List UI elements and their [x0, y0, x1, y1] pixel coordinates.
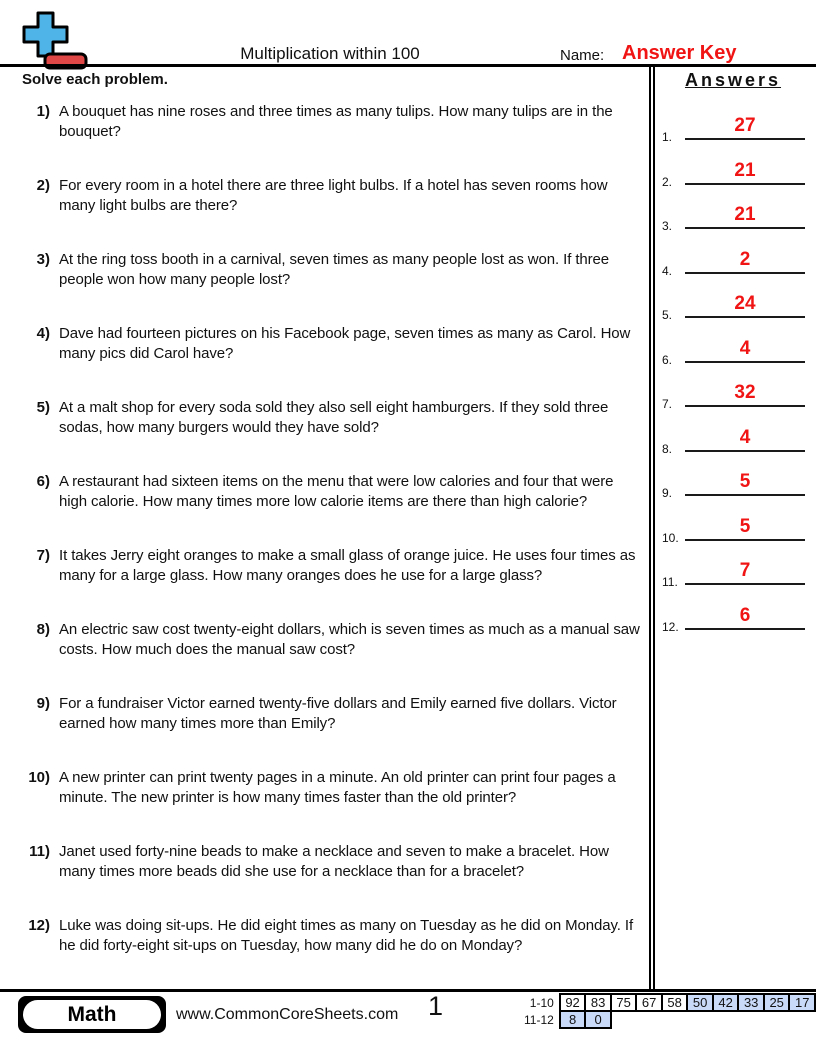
instructions-text: Solve each problem. [22, 71, 168, 88]
problem-item [22, 398, 644, 438]
answer-number: 12. [662, 620, 679, 634]
answer-value: 7 [739, 560, 751, 581]
answer-value: 5 [739, 471, 751, 492]
score-cell: 58 [662, 994, 688, 1011]
problem-text: An electric saw cost twenty-eight dollars, which is seven times as much as a manual saw costs. How much does the manual saw cost? [59, 621, 640, 658]
answer-row [655, 149, 813, 193]
problem-item [22, 620, 644, 660]
answer-number: 9. [662, 486, 673, 500]
answer-blank-line [685, 539, 805, 541]
answer-number: 5. [662, 308, 673, 322]
answer-row [655, 416, 813, 460]
score-cell: 42 [713, 994, 739, 1011]
answer-blank-line [685, 272, 805, 274]
answer-value: 27 [734, 115, 756, 136]
problem-text: A new printer can print twenty pages in a minute. An old printer can print four pages a minute. The new printer is how many times faster than the old printer? [59, 769, 616, 806]
footer-divider-line [0, 989, 816, 992]
problem-text: At the ring toss booth in a carnival, seven times as many people lost as won. If three people won how many people lost? [59, 251, 610, 288]
problem-number: 10) [28, 769, 50, 786]
score-cell: 67 [636, 994, 662, 1011]
score-cell: 75 [611, 994, 637, 1011]
problem-number: 4) [36, 325, 50, 342]
answer-number: 8. [662, 442, 673, 456]
answer-value: 2 [739, 249, 751, 270]
answer-number: 11. [662, 575, 678, 589]
answer-number: 3. [662, 219, 673, 233]
answer-value: 21 [734, 160, 756, 181]
answer-number: 7. [662, 397, 673, 411]
problem-text: Dave had fourteen pictures on his Facebook page, seven times as many as Carol. How many pics did Carol have? [59, 325, 631, 362]
problem-item [22, 176, 644, 216]
name-label: Name: [560, 47, 605, 64]
problem-number: 7) [36, 547, 50, 564]
score-cell: 50 [687, 994, 713, 1011]
score-row-1-10 [524, 994, 815, 1011]
problem-text: It takes Jerry eight oranges to make a small glass of orange juice. He uses four times as many for a large glass. How many oranges does he use for a large glass? [59, 547, 636, 584]
answer-blank-line [685, 227, 805, 229]
problem-number: 12) [28, 917, 50, 934]
score-cell: 0 [585, 1011, 611, 1028]
score-cell: 33 [738, 994, 764, 1011]
answer-value: 6 [739, 605, 751, 626]
answer-row [655, 238, 813, 282]
score-row-11-12 [524, 1011, 815, 1028]
problem-text: For every room in a hotel there are three light bulbs. If a hotel has seven rooms how many light bulbs are there? [59, 177, 608, 214]
problem-text: Luke was doing sit-ups. He did eight times as many on Tuesday as he did on Monday. If he did forty-eight sit-ups on Tuesday, how many did he do on Monday? [59, 917, 634, 954]
problem-number: 9) [36, 695, 50, 712]
score-cell: 92 [560, 994, 586, 1011]
problem-item [22, 916, 644, 956]
problem-item [22, 250, 644, 290]
score-cell: 8 [560, 1011, 586, 1028]
answer-blank-line [685, 138, 805, 140]
answer-value: 21 [734, 204, 756, 225]
answer-number: 2. [662, 175, 673, 189]
answer-value: 5 [739, 516, 751, 537]
math-subject-label: Math [23, 1000, 161, 1029]
problem-number: 8) [36, 621, 50, 638]
answer-value: 32 [734, 382, 756, 403]
answer-number: 10. [662, 531, 679, 545]
answer-row [655, 104, 813, 148]
problem-item [22, 546, 644, 586]
problem-number: 6) [36, 473, 50, 490]
problem-item [22, 768, 644, 808]
problem-text: A restaurant had sixteen items on the menu that were low calories and four that were high calorie. How many times more low calorie items are there than high calorie? [59, 473, 614, 510]
answer-blank-line [685, 183, 805, 185]
problem-number: 3) [36, 251, 50, 268]
score-row-label: 11-12 [524, 1012, 554, 1027]
problem-text: At a malt shop for every soda sold they also sell eight hamburgers. If they sold three sodas, how many burgers would they have sold? [59, 399, 609, 436]
answer-blank-line [685, 361, 805, 363]
problem-text: For a fundraiser Victor earned twenty-five dollars and Emily earned five dollars. Victor earned how many times more than Emily? [59, 695, 617, 732]
score-cell: 17 [789, 994, 815, 1011]
answer-blank-line [685, 628, 805, 630]
page-number: 1 [428, 991, 444, 1021]
answer-number: 4. [662, 264, 673, 278]
answer-blank-line [685, 405, 805, 407]
answer-value: 4 [739, 338, 751, 359]
name-value-answer-key: Answer Key [622, 42, 737, 64]
answer-value: 4 [739, 427, 751, 448]
answer-row [655, 327, 813, 371]
problem-number: 11) [29, 843, 50, 860]
score-cell: 25 [764, 994, 790, 1011]
answer-row [655, 594, 813, 638]
answer-row [655, 505, 813, 549]
problem-text: Janet used forty-nine beads to make a necklace and seven to make a bracelet. How many times more beads did she use for a necklace than for a bracelet? [59, 843, 609, 880]
problem-number: 1) [36, 103, 50, 120]
answer-value: 24 [734, 293, 756, 314]
answer-number: 1. [662, 130, 673, 144]
answer-blank-line [685, 583, 805, 585]
score-row-label: 1-10 [529, 995, 554, 1010]
score-cell: 83 [585, 994, 611, 1011]
answer-row [655, 282, 813, 326]
answer-blank-line [685, 450, 805, 452]
problem-item [22, 472, 644, 512]
answer-row [655, 460, 813, 504]
header-divider-line [0, 64, 816, 67]
answer-blank-line [685, 494, 805, 496]
problem-text: A bouquet has nine roses and three times as many tulips. How many tulips are in the bouquet? [59, 103, 613, 140]
problem-item [22, 842, 644, 882]
problem-number: 2) [36, 177, 50, 194]
math-subject-badge [18, 996, 166, 1033]
answer-row [655, 193, 813, 237]
grading-score-table [524, 993, 816, 1029]
problem-item [22, 324, 644, 364]
answers-header: Answers [684, 70, 782, 90]
problem-item [22, 102, 644, 142]
answer-blank-line [685, 316, 805, 318]
website-url: www.CommonCoreSheets.com [176, 1006, 399, 1023]
answer-row [655, 371, 813, 415]
problem-number: 5) [36, 399, 50, 416]
answer-row [655, 549, 813, 593]
page-title: Multiplication within 100 [240, 44, 420, 63]
answer-number: 6. [662, 353, 673, 367]
problem-item [22, 694, 644, 734]
